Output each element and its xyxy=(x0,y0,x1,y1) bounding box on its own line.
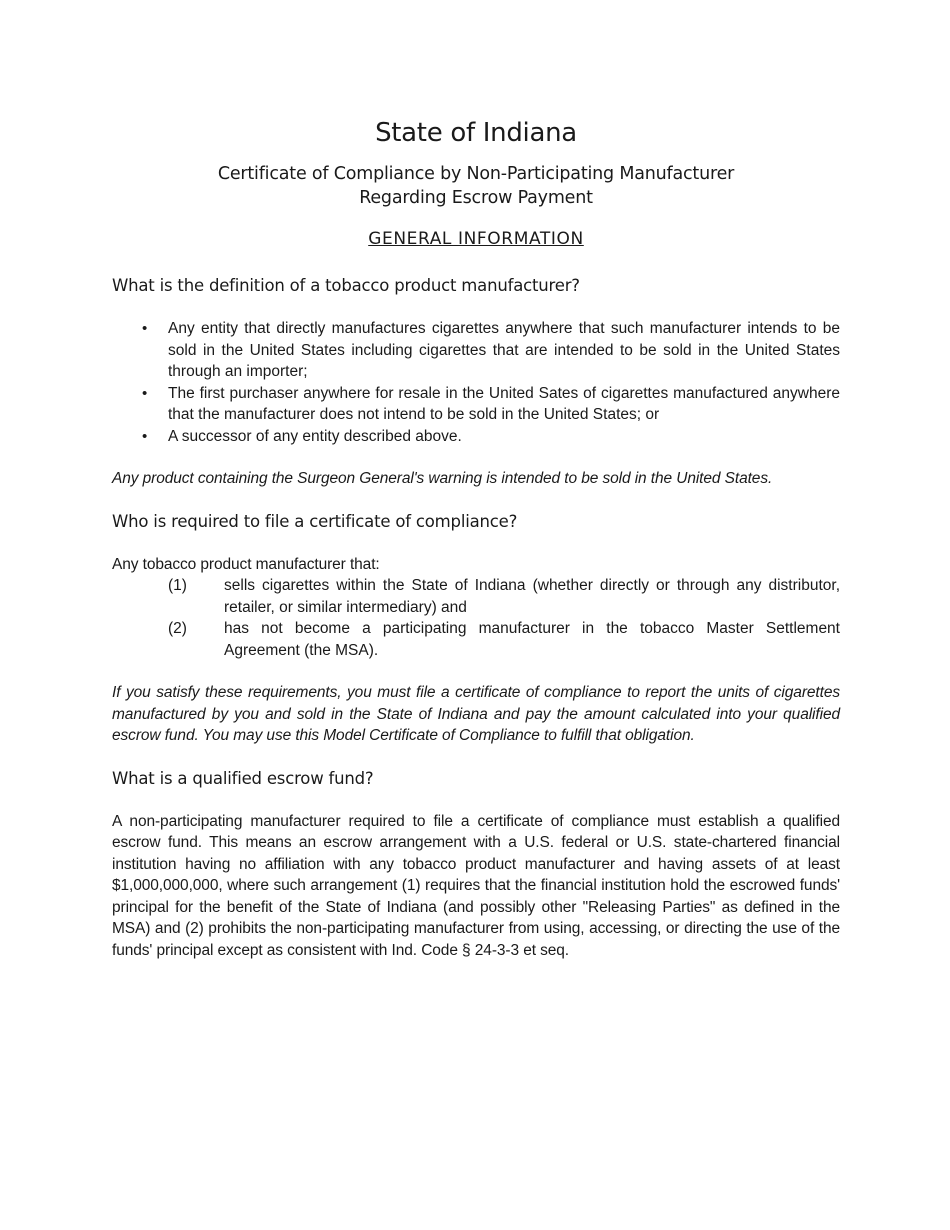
page-title: State of Indiana xyxy=(375,118,577,148)
escrow-fund-answer: A non-participating manufacturer required to file a certificate of compliance must establish a qualified escrow fund. This means an escrow arrangement with a U.S. federal or U.S. state-chartered financial institution having no affiliation with any tobacco product manufacturer and having assets of at least $1,000,000,000, where such arrangement (1) requires that the financial institution hold the escrowed funds' principal for the benefit of the State of Indiana (and possibly other "Releasing Parties" as defined in the MSA) and (2) prohibits the non-participating manufacturer from using, accessing, or directing the use of the funds' principal except as consistent with Ind. Code § 24-3-3 et seq. xyxy=(112,812,840,959)
bullet-icon: • xyxy=(142,384,148,402)
subtitle-line-2: Regarding Escrow Payment xyxy=(359,188,593,208)
bullet-icon: • xyxy=(142,427,148,445)
item-number: (2) xyxy=(168,620,187,637)
document-page xyxy=(112,112,840,961)
definition-bullet-list xyxy=(112,318,840,447)
item-number: (1) xyxy=(168,577,187,594)
section-heading: GENERAL INFORMATION xyxy=(368,229,584,249)
requirements-note: If you satisfy these requirements, you must file a certificate of compliance to report the units of cigarettes manufactured by you and sold in the State of Indiana and pay the amount calculated into your qualified escrow fund. You may use this Model Certificate of Compliance to fulfill that obligation. xyxy=(112,684,840,744)
surgeon-general-note: Any product containing the Surgeon General's warning is intended to be sold in the United States. xyxy=(112,470,773,487)
question-definition: What is the definition of a tobacco product manufacturer? xyxy=(112,276,580,295)
question-escrow-fund: What is a qualified escrow fund? xyxy=(112,768,374,788)
list-item: • Any entity that directly manufactures cigarettes anywhere that such manufacturer intends to be sold in the United States including cigarettes that are intended to be sold in the United States through an importer; xyxy=(142,320,840,380)
list-item: (2) has not become a participating manufacturer in the tobacco Master Settlement Agreement (the MSA). xyxy=(168,620,840,659)
list-item: • A successor of any entity described above. xyxy=(112,426,840,448)
list-item: • The first purchaser anywhere for resale in the United Sates of cigarettes manufactured anywhere that the manufacturer does not intend to be sold in the United States; or xyxy=(142,384,840,423)
bullet-icon: • xyxy=(142,320,148,337)
subtitle-line-1: Certificate of Compliance by Non-Participating Manufacturer xyxy=(217,164,735,184)
list-item: (1) sells cigarettes within the State of Indiana (whether directly or through any distributor, retailer, or similar intermediary) and xyxy=(168,577,840,616)
subtitle xyxy=(112,162,840,210)
requirements-list xyxy=(112,575,840,661)
question-who-files: Who is required to file a certificate of compliance? xyxy=(112,511,518,531)
who-files-intro: Any tobacco product manufacturer that: xyxy=(112,555,380,573)
